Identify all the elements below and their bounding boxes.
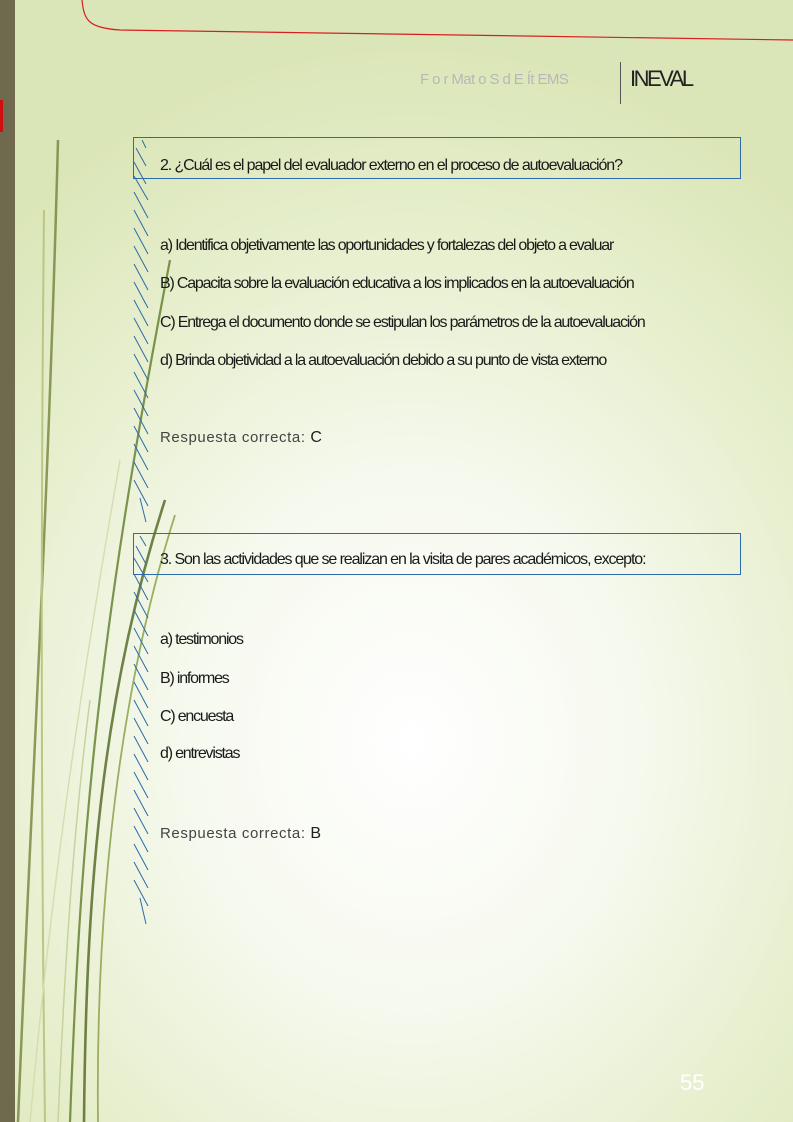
option-a: a) testimonios [160,631,243,648]
option-d: d) Brinda objetividad a la autoevaluación debido a su punto de vista externo [160,352,607,369]
page-number: 55 [680,1070,705,1095]
option-d: d) entrevistas [160,745,240,762]
red-curve-decoration [82,0,793,40]
option-a: a) Identifica objetivamente las oportunidades y fortalezas del objeto a evaluar [160,237,614,254]
question-prompt: 3. Son las actividades que se realizan en la visita de pares académicos, excepto: [160,551,646,568]
option-c: C) encuesta [160,708,234,725]
red-margin-mark [0,100,3,132]
ineval-logo: INEVAL [630,66,692,91]
answer-label: Respuesta correcta: [160,825,306,842]
correct-answer [160,429,322,447]
option-c: C) Entrega el documento donde se estipulan los parámetros de la autoevaluación [160,314,645,331]
header-title: F o r Mat o S d E Ít EMS [420,71,569,88]
option-b: B) Capacita sobre la evaluación educativa a los implicados en la autoevaluación [160,275,634,292]
option-b: B) informes [160,670,229,687]
question-prompt: 2. ¿Cuál es el papel del evaluador externo en el proceso de autoevaluación? [160,157,622,174]
header-divider [620,62,621,104]
answer-label: Respuesta correcta: [160,429,306,446]
answer-value: C [310,429,322,446]
sidebar-stripe [0,0,15,1122]
answer-value: B [310,825,322,842]
correct-answer [160,825,321,843]
